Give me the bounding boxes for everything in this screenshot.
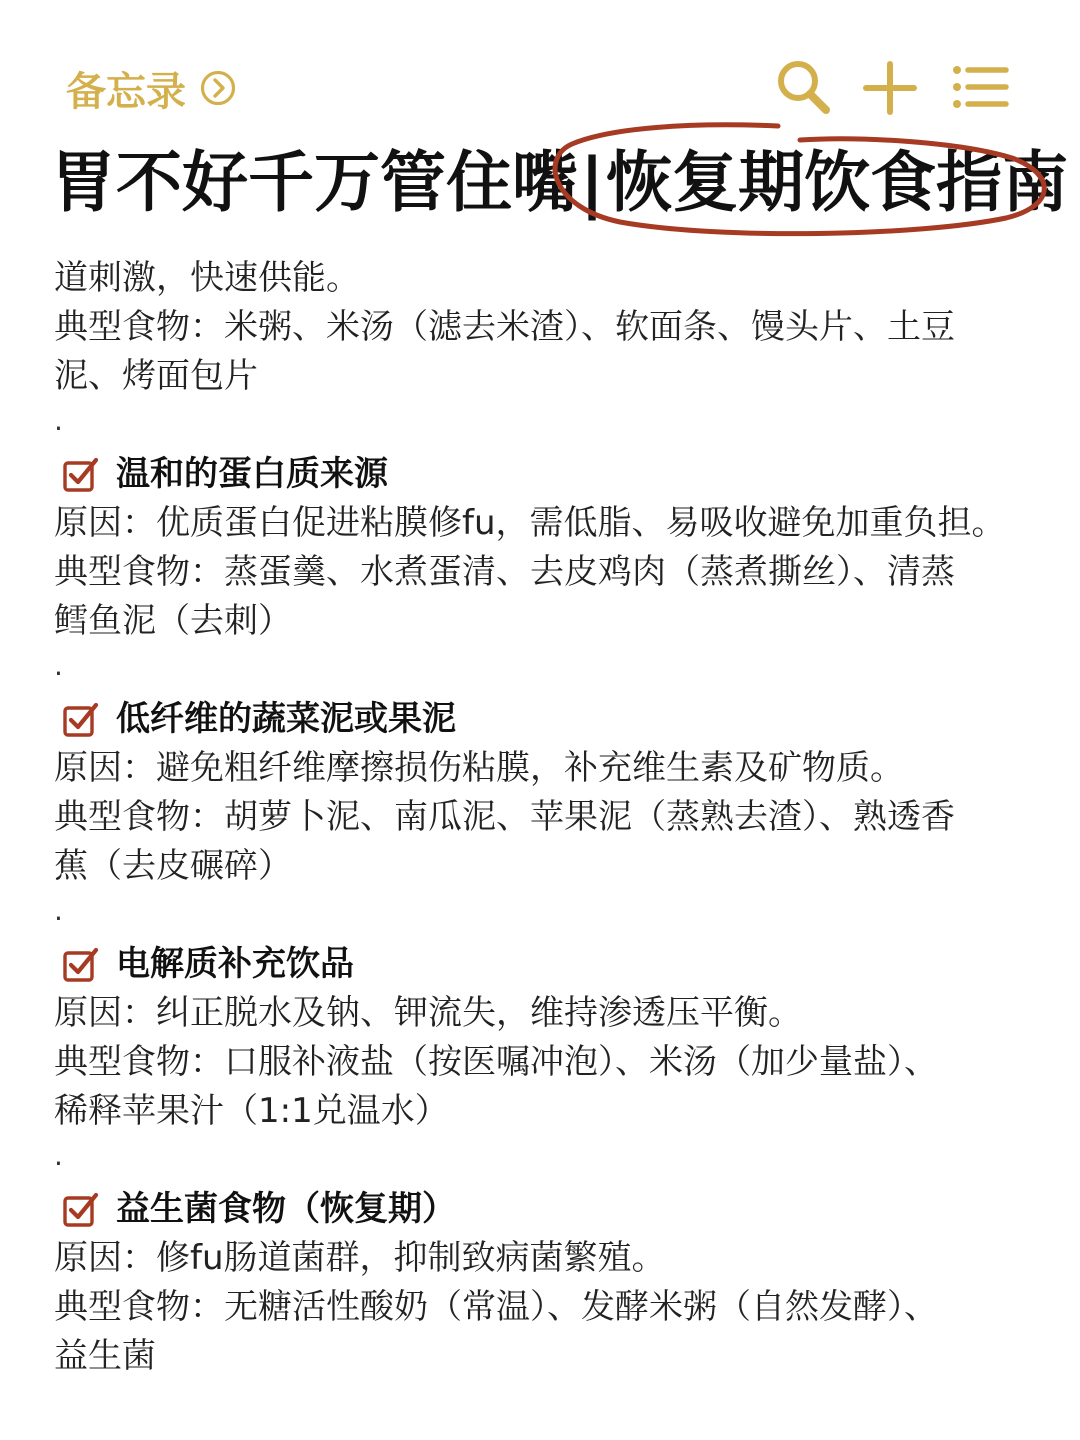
section-heading	[54, 694, 1044, 744]
checkbox-checked-icon[interactable]	[62, 1190, 100, 1228]
note-body[interactable]	[54, 254, 1044, 1381]
section-foods-line-1: 典型食物：无糖活性酸奶（常温）、发酵米粥（自然发酵）、	[54, 1287, 938, 1327]
intro-line-1: 道刺激，快速供能。	[54, 258, 360, 298]
separator-dot: .	[54, 1139, 63, 1172]
search-button[interactable]	[772, 56, 836, 120]
top-toolbar	[0, 0, 1080, 130]
section-foods-line-2: 稀释苹果汁（1:1兑温水）	[54, 1091, 449, 1131]
section-foods-line-1: 典型食物：胡萝卜泥、南瓜泥、苹果泥（蒸熟去渣）、熟透香	[54, 797, 955, 837]
section-title: 温和的蛋白质来源	[116, 453, 388, 494]
list-view-button[interactable]	[948, 56, 1012, 120]
separator-dot: .	[54, 649, 63, 682]
note-title[interactable]	[50, 138, 1069, 238]
checkbox-checked-icon[interactable]	[62, 455, 100, 493]
section-title: 益生菌食物（恢复期）	[116, 1188, 456, 1229]
section-heading	[54, 1184, 1044, 1234]
section-title: 电解质补充饮品	[116, 943, 354, 984]
add-note-button[interactable]	[858, 56, 922, 120]
intro-line-2: 典型食物：米粥、米汤（滤去米渣）、软面条、馒头片、土豆	[54, 307, 955, 347]
section-reason: 原因：纠正脱水及钠、钾流失，维持渗透压平衡。	[54, 993, 802, 1033]
section-foods-line-1: 典型食物：口服补液盐（按医嘱冲泡）、米汤（加少量盐）、	[54, 1042, 938, 1082]
checkbox-checked-icon[interactable]	[62, 945, 100, 983]
section-foods-line-1: 典型食物：蒸蛋羹、水煮蛋清、去皮鸡肉（蒸煮撕丝）、清蒸	[54, 552, 955, 592]
title-part-1: 胃不好千万管住嘴	[50, 144, 578, 221]
checkbox-checked-icon[interactable]	[62, 700, 100, 738]
list-icon	[948, 56, 1012, 120]
separator-dot: .	[54, 894, 63, 927]
section-title: 低纤维的蔬菜泥或果泥	[116, 698, 456, 739]
section-heading	[54, 449, 1044, 499]
section-reason: 原因：优质蛋白促进粘膜修fu，需低脂、易吸收避免加重负担。	[54, 503, 1006, 543]
section-foods-line-2: 鳕鱼泥（去刺）	[54, 601, 292, 641]
back-to-notes-button[interactable]	[66, 62, 236, 114]
back-label: 备忘录	[66, 68, 186, 115]
add-icon	[858, 56, 922, 120]
section-foods-line-2: 益生菌	[54, 1336, 156, 1376]
section-foods-line-2: 蕉（去皮碾碎）	[54, 846, 292, 886]
section-heading	[54, 939, 1044, 989]
search-icon	[772, 56, 836, 120]
section-reason: 原因：修fu肠道菌群，抑制致病菌繁殖。	[54, 1238, 666, 1278]
separator-dot: .	[54, 404, 63, 437]
chevron-right-circle-icon	[200, 70, 236, 106]
intro-line-3: 泥、烤面包片	[54, 356, 258, 396]
section-reason: 原因：避免粗纤维摩擦损伤粘膜，补充维生素及矿物质。	[54, 748, 904, 788]
title-separator: |	[580, 144, 605, 221]
title-part-2: 恢复期饮食指南	[606, 144, 1069, 221]
